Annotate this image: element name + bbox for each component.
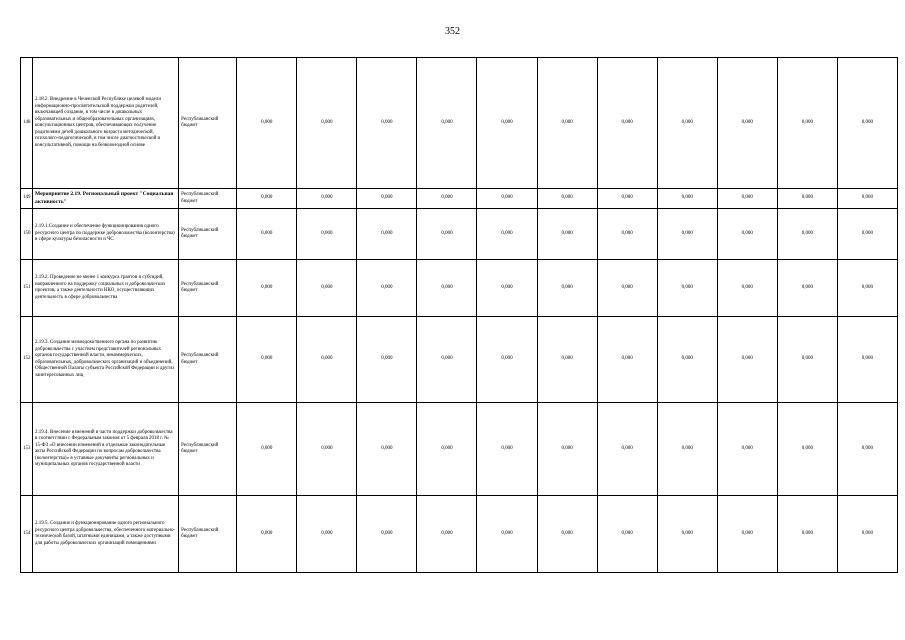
funding-source: Республиканский бюджет (179, 209, 237, 260)
activity-name: 2.19.4. Внесение изменений в части поддержки добровольчества в соответствии с Федеральным законом от 5 февраля 2018 г. № 15-ФЗ «О внесении изменений в отдельные законодательные акты Российской Федерации по вопросам добровольчества (волонтерства)» в уставные документы региональных и муниципальных органов государственной власти (33, 403, 179, 496)
amount-cell: 0,000 (597, 260, 657, 317)
amount-cell: 0,000 (657, 260, 717, 317)
amount-cell: 0,000 (657, 496, 717, 573)
amount-cell: 0,000 (717, 496, 777, 573)
table-row (21, 317, 898, 403)
amount-cell: 0,000 (357, 189, 417, 209)
amount-cell: 0,000 (777, 403, 837, 496)
table-row (21, 58, 898, 189)
amount-cell: 0,000 (597, 58, 657, 189)
amount-cell: 0,000 (477, 189, 537, 209)
activity-name: Мероприятие 2.19. Региональный проект "Социальная активность" (33, 189, 179, 209)
row-number: 154 (21, 496, 33, 573)
amount-cell: 0,000 (297, 58, 357, 189)
amount-cell: 0,000 (417, 58, 477, 189)
amount-cell: 0,000 (717, 403, 777, 496)
amount-cell: 0,000 (777, 496, 837, 573)
amount-cell: 0,000 (777, 260, 837, 317)
table-row (21, 209, 898, 260)
amount-cell: 0,000 (717, 317, 777, 403)
funding-source: Республиканский бюджет (179, 317, 237, 403)
amount-cell: 0,000 (237, 209, 297, 260)
row-number: 150 (21, 209, 33, 260)
amount-cell: 0,000 (597, 317, 657, 403)
amount-cell: 0,000 (537, 496, 597, 573)
activity-name: 2.19.1.Создание и обеспечение функционирования одного ресурсного центра по поддержке добровольчества (волонтерства) в сфере культуры безопасности и ЧС (33, 209, 179, 260)
amount-cell: 0,000 (297, 209, 357, 260)
amount-cell: 0,000 (537, 260, 597, 317)
amount-cell: 0,000 (537, 209, 597, 260)
activity-name: 2.19.5. Создание и функционирование одного регионального ресурсного центра добровольчества, обеспеченного материально-технической базой, штатными единицами, а также доступными для работы добровольческих организаций помещениями (33, 496, 179, 573)
amount-cell: 0,000 (837, 189, 897, 209)
row-number: 153 (21, 403, 33, 496)
amount-cell: 0,000 (837, 403, 897, 496)
amount-cell: 0,000 (777, 317, 837, 403)
amount-cell: 0,000 (837, 260, 897, 317)
amount-cell: 0,000 (297, 496, 357, 573)
amount-cell: 0,000 (837, 209, 897, 260)
amount-cell: 0,000 (597, 189, 657, 209)
funding-source: Республиканский бюджет (179, 189, 237, 209)
amount-cell: 0,000 (657, 189, 717, 209)
amount-cell: 0,000 (297, 317, 357, 403)
amount-cell: 0,000 (777, 209, 837, 260)
amount-cell: 0,000 (717, 209, 777, 260)
amount-cell: 0,000 (237, 58, 297, 189)
amount-cell: 0,000 (237, 496, 297, 573)
amount-cell: 0,000 (417, 189, 477, 209)
amount-cell: 0,000 (477, 403, 537, 496)
activity-name: 2.19.2. Проведение не менее 1 конкурса грантов и субсидий, направленного на поддержку социальных и добровольческих проектов, а также деятельности НКО, осуществляющих деятельность в сфере добровольчества (33, 260, 179, 317)
amount-cell: 0,000 (417, 496, 477, 573)
budget-table (20, 57, 898, 573)
amount-cell: 0,000 (537, 317, 597, 403)
amount-cell: 0,000 (477, 496, 537, 573)
amount-cell: 0,000 (417, 403, 477, 496)
amount-cell: 0,000 (357, 58, 417, 189)
page-number: 352 (445, 26, 460, 37)
amount-cell: 0,000 (657, 58, 717, 189)
amount-cell: 0,000 (417, 317, 477, 403)
amount-cell: 0,000 (477, 209, 537, 260)
amount-cell: 0,000 (237, 260, 297, 317)
amount-cell: 0,000 (297, 403, 357, 496)
funding-source: Республиканский бюджет (179, 496, 237, 573)
amount-cell: 0,000 (777, 189, 837, 209)
amount-cell: 0,000 (477, 58, 537, 189)
activity-name: 2.18.2. Внедрение в Чеченской Республике целевой модели информационно-просветительской поддержки родителей, включающей создание, в том числе в дошкольных образовательных и общеобразовательных организациях, консультационных центров, обеспечивающих получение родителями детей дошкольного возраста методической, психолого-педагогической, в том числе диагностической и консультативной, помощи на безвозмездной основе (33, 58, 179, 189)
activity-name: 2.19.3. Создание межведомственного органа по развитию добровольчества с участием представителей региональных органов государственной власти, некоммерческих, образовательных, добровольческих организаций и объединений, Общественной Палаты субъекта Российской Федерации и других заинтересованных лиц (33, 317, 179, 403)
amount-cell: 0,000 (597, 496, 657, 573)
row-number: 148 (21, 58, 33, 189)
funding-source: Республиканский бюджет (179, 58, 237, 189)
amount-cell: 0,000 (477, 317, 537, 403)
table-row (21, 260, 898, 317)
amount-cell: 0,000 (657, 209, 717, 260)
table-body (21, 58, 898, 573)
amount-cell: 0,000 (297, 260, 357, 317)
amount-cell: 0,000 (657, 403, 717, 496)
amount-cell: 0,000 (237, 317, 297, 403)
amount-cell: 0,000 (357, 209, 417, 260)
amount-cell: 0,000 (717, 260, 777, 317)
amount-cell: 0,000 (597, 209, 657, 260)
row-number: 151 (21, 260, 33, 317)
amount-cell: 0,000 (537, 58, 597, 189)
amount-cell: 0,000 (417, 209, 477, 260)
amount-cell: 0,000 (537, 189, 597, 209)
amount-cell: 0,000 (717, 189, 777, 209)
amount-cell: 0,000 (477, 260, 537, 317)
amount-cell: 0,000 (837, 58, 897, 189)
amount-cell: 0,000 (657, 317, 717, 403)
table-row (21, 189, 898, 209)
amount-cell: 0,000 (597, 403, 657, 496)
funding-source: Республиканский бюджет (179, 403, 237, 496)
row-number: 149 (21, 189, 33, 209)
amount-cell: 0,000 (357, 496, 417, 573)
amount-cell: 0,000 (717, 58, 777, 189)
amount-cell: 0,000 (537, 403, 597, 496)
amount-cell: 0,000 (357, 260, 417, 317)
amount-cell: 0,000 (777, 58, 837, 189)
table-row (21, 496, 898, 573)
amount-cell: 0,000 (237, 189, 297, 209)
row-number: 152 (21, 317, 33, 403)
amount-cell: 0,000 (297, 189, 357, 209)
amount-cell: 0,000 (837, 496, 897, 573)
table-row (21, 403, 898, 496)
amount-cell: 0,000 (357, 403, 417, 496)
funding-source: Республиканский бюджет (179, 260, 237, 317)
amount-cell: 0,000 (417, 260, 477, 317)
amount-cell: 0,000 (237, 403, 297, 496)
amount-cell: 0,000 (357, 317, 417, 403)
amount-cell: 0,000 (837, 317, 897, 403)
